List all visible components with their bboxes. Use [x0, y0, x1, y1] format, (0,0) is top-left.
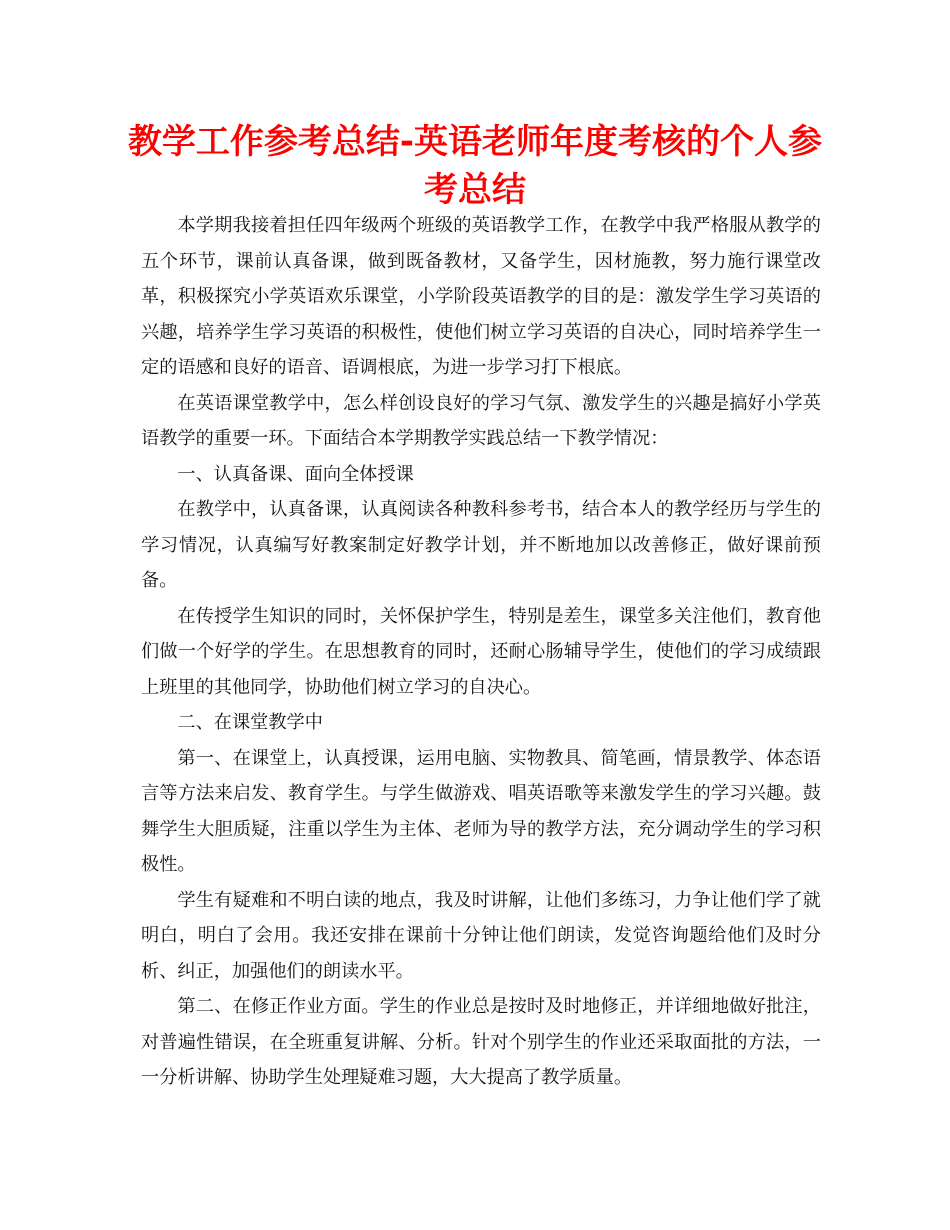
- section-heading: 二、在课堂教学中: [177, 712, 323, 733]
- paragraph: 第二、在修正作业方面。学生的作业总是按时及时地修正，并详细地做好批注，对普遍性错误，在全班重复讲解、分析。针对个别学生的作业还采取面批的方法，一一分析讲解、协助学生处理疑难习题，大大提高了教学质量。: [141, 996, 821, 1088]
- paragraph: 在传授学生知识的同时，关怀保护学生，特别是差生，课堂多关注他们，教育他们做一个好学的学生。在思想教育的同时，还耐心肠辅导学生，使他们的学习成绩跟上班里的其他同学，协助他们树立学习的自决心。: [141, 605, 821, 698]
- paragraph: 在教学中，认真备课，认真阅读各种教科参考书，结合本人的教学经历与学生的学习情况，认真编写好教案制定好教学计划，并不断地加以改善修正，做好课前预备。: [141, 499, 821, 591]
- document-body: [141, 208, 821, 1096]
- paragraph: 本学期我接着担任四年级两个班级的英语教学工作，在教学中我严格服从教学的五个环节，课前认真备课，做到既备教材，又备学生，因材施教，努力施行课堂改革，积极探究小学英语欢乐课堂，小学阶段英语教学的目的是：激发学生学习英语的兴趣，培养学生学习英语的积极性，使他们树立学习英语的自决心，同时培养学生一定的语感和良好的语音、语调根底，为进一步学习打下根底。: [141, 215, 821, 378]
- paragraph: 学生有疑难和不明白读的地点，我及时讲解，让他们多练习，力争让他们学了就明白，明白了会用。我还安排在课前十分钟让他们朗读，发觉咨询题给他们及时分析、纠正，加强他们的朗读水平。: [141, 889, 821, 982]
- paragraph: 在英语课堂教学中，怎么样创设良好的学习气氛、激发学生的兴趣是搞好小学英语教学的重要一环。下面结合本学期教学实践总结一下教学情况：: [141, 392, 821, 449]
- document-title: 教学工作参考总结-英语老师年度考核的个人参考总结: [127, 122, 823, 210]
- paragraph: 第一、在课堂上，认真授课，运用电脑、实物教具、简笔画，情景教学、体态语言等方法来启发、教育学生。与学生做游戏、唱英语歌等来激发学生的学习兴趣。鼓舞学生大胆质疑，注重以学生为主体、老师为导的教学方法，充分调动学生的学习积极性。: [141, 747, 821, 875]
- section-heading: 一、认真备课、面向全体授课: [177, 463, 414, 485]
